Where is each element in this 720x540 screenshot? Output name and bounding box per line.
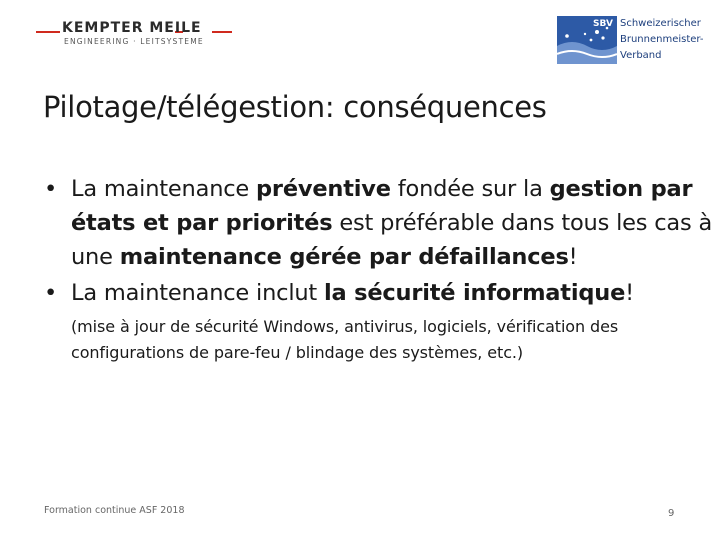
sbv-logo: [557, 16, 707, 66]
text: !: [625, 280, 634, 306]
sbv-line: Verband: [620, 50, 662, 61]
bullet-list: [44, 172, 714, 366]
text: est préférable dans tous les cas à une: [71, 210, 713, 270]
bold-text: maintenance gérée par défaillances: [119, 244, 569, 270]
bullet-item: [44, 276, 714, 310]
logo-name: KEMPTER MEILE: [62, 20, 202, 36]
text: fondée sur la: [390, 176, 550, 202]
text: La maintenance: [71, 176, 257, 202]
sbv-abbr: SBV: [593, 19, 613, 29]
slide-title: Pilotage/télégestion: conséquences: [43, 90, 547, 124]
text: La maintenance inclut: [71, 280, 324, 306]
bullet-item: [44, 172, 714, 274]
logo-red-line: [212, 31, 232, 33]
bold-text: gestion par états et par priorités: [71, 176, 693, 236]
sbv-line: Schweizerischer: [620, 18, 701, 29]
kempter-meile-logo: [36, 17, 232, 49]
sbv-emblem-icon: [557, 16, 617, 64]
logo-tagline: ENGINEERING · LEITSYSTEME: [64, 37, 204, 46]
page-number: 9: [668, 508, 675, 519]
bullet-dot-icon: •: [44, 280, 58, 306]
sbv-name: [620, 16, 704, 64]
sbv-line: Brunnenmeister-: [620, 34, 704, 45]
footer-text: Formation continue ASF 2018: [44, 505, 185, 516]
bold-text: la sécurité informatique: [324, 280, 626, 306]
text: !: [568, 244, 578, 270]
bullet-note: (mise à jour de sécurité Windows, antivirus, logiciels, vérification des configurations de pare-feu / blindage des systèmes, etc.): [71, 317, 619, 362]
bold-text: préventive: [256, 176, 391, 202]
logo-red-line: [36, 31, 60, 33]
bullet-dot-icon: •: [44, 176, 58, 202]
